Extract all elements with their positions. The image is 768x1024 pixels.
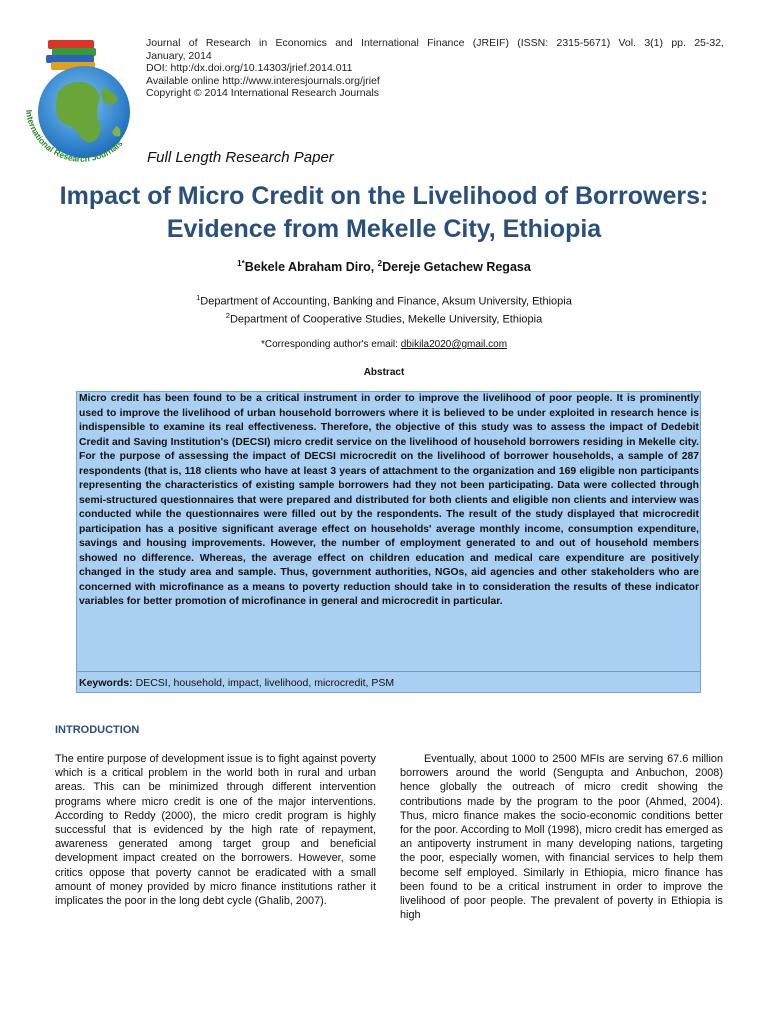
- keywords-list: DECSI, household, impact, livelihood, microcredit, PSM: [132, 677, 395, 689]
- affiliation-1-text: Department of Accounting, Banking and Finance, Aksum University, Ethiopia: [200, 295, 572, 308]
- journal-header: [146, 37, 724, 100]
- journal-url[interactable]: Available online http://www.interesjournals.org/jrief: [146, 74, 380, 87]
- corresponding-label: *Corresponding author's email:: [260, 339, 401, 350]
- logo-text: International Research Journals: [23, 109, 125, 164]
- journal-date: January, 2014: [146, 49, 212, 62]
- abstract-heading: Abstract: [363, 367, 405, 378]
- corresponding-author: [40, 339, 728, 350]
- abstract-box: [76, 391, 701, 693]
- affiliation-1-sup: 1: [196, 293, 201, 302]
- affiliation-2-sup: 2: [225, 310, 230, 320]
- journal-copyright: Copyright © 2014 International Research Journals: [146, 87, 380, 100]
- author1-sup: 1*: [237, 259, 245, 268]
- affiliations: [40, 291, 728, 326]
- abstract-text: Micro credit has been found to be a critical instrument in order to improve the livelihood of poor people. It is prominently used to improve the livelihood of urban household borrowers where it is believed to be under exploited in research hence is indispensible to examine its real effectiveness. Therefore, the objective of this study was to assess the impact of Dedebit Credit and Saving Institution's (DECSI) micro credit service on the livelihood of household borrowers residing in Mekelle city. For the purpose of assessing the impact of DECSI microcredit on the livelihood of borrower households, a sample of 287 respondents (that is, 118 clients who have at least 3 years of attachment to the organization and 169 eligible non participants representing the characteristics of existing sample borrowers had they not been participating. Data were collected through semi-structured questionnaires that were prepared and distributed for both clients and eligible non clients and interview was conducted while the questionnaires were filled out by the respondents. The result of the study displayed that microcredit participation has a positive significant average effect on households' average monthly income, consumption expenditure, savings and housing improvements. However, the number of employment generated to and out of household members showed no difference. Whereas, the average effect on children education and medical care expenditure are positively changed in the study area and sample. Thus, government authorities, NGOs, aid agencies and other stakeholders who are concerned with microfinance as a means to poverty reduction should take in to consideration the results of these indicator variables for better promotion of microfinance in general and microcredit in particular.: [79, 393, 699, 607]
- author2-name: Dereje Getachew Regasa: [382, 260, 531, 275]
- journal-doi[interactable]: DOI: http:/dx.doi.org/10.14303/jrief.2014.011: [146, 62, 353, 75]
- books-icon: [46, 40, 96, 70]
- author2-sup: 2: [377, 259, 383, 268]
- author1-name: Bekele Abraham Diro,: [244, 260, 378, 275]
- paper-title: Impact of Micro Credit on the Livelihood of Borrowers: Evidence from Mekelle City, Ethiopia: [59, 182, 709, 243]
- affiliation-2-text: Department of Cooperative Studies, Mekelle University, Ethiopia: [229, 313, 543, 326]
- introduction-heading: INTRODUCTION: [55, 724, 140, 736]
- keywords-divider: [77, 671, 700, 672]
- journal-logo-globe-icon: [18, 30, 144, 170]
- keywords-label: Keywords:: [79, 677, 133, 689]
- journal-citation: Journal of Research in Economics and International Finance (JREIF) (ISSN: 2315-5671) Vol. 3(1) pp. 25-32,: [146, 37, 724, 49]
- paper-type: Full Length Research Paper: [147, 149, 334, 166]
- keywords: [79, 677, 394, 689]
- affiliation-2: [40, 309, 728, 327]
- affiliation-1: [40, 291, 728, 309]
- authors: [40, 259, 728, 274]
- corresponding-email-link[interactable]: dbikila2020@gmail.com: [400, 339, 508, 350]
- introduction-right-column: Eventually, about 1000 to 2500 MFIs are serving 67.6 million borrowers around the world (Sengupta and Anbuchon, 2008) hence globally the outreach of micro credit showing the contributions made by the program to the poor (Ahmed, 2004). Thus, micro finance makes the socio-economic conditions better for the poor. According to Moll (1998), micro credit has emerged as an antipoverty instrument in many developing nations, targeting the poor, especially women, with financial services to help them become self employed. Similarly in Ethiopia, micro finance has been found to be a critical instrument in order to improve the livelihood of poor people. The prevalent of poverty in Ethiopia is high: [400, 753, 723, 922]
- introduction-left-column: The entire purpose of development issue is to fight against poverty which is a critical problem in the world both in rural and urban areas. This can be minimized through different intervention programs where micro credit is one of the major interventions. According to Reddy (2000), the micro credit program is highly successful that is evidenced by the high rate of repayment, awareness generated among target group and beneficial development impact created on the borrowers. However, some critics oppose that poverty cannot be eradicated with a small amount of money provided by micro finance institutions rather it implicates the poor in the long debt cycle (Ghalib, 2007).: [55, 753, 376, 908]
